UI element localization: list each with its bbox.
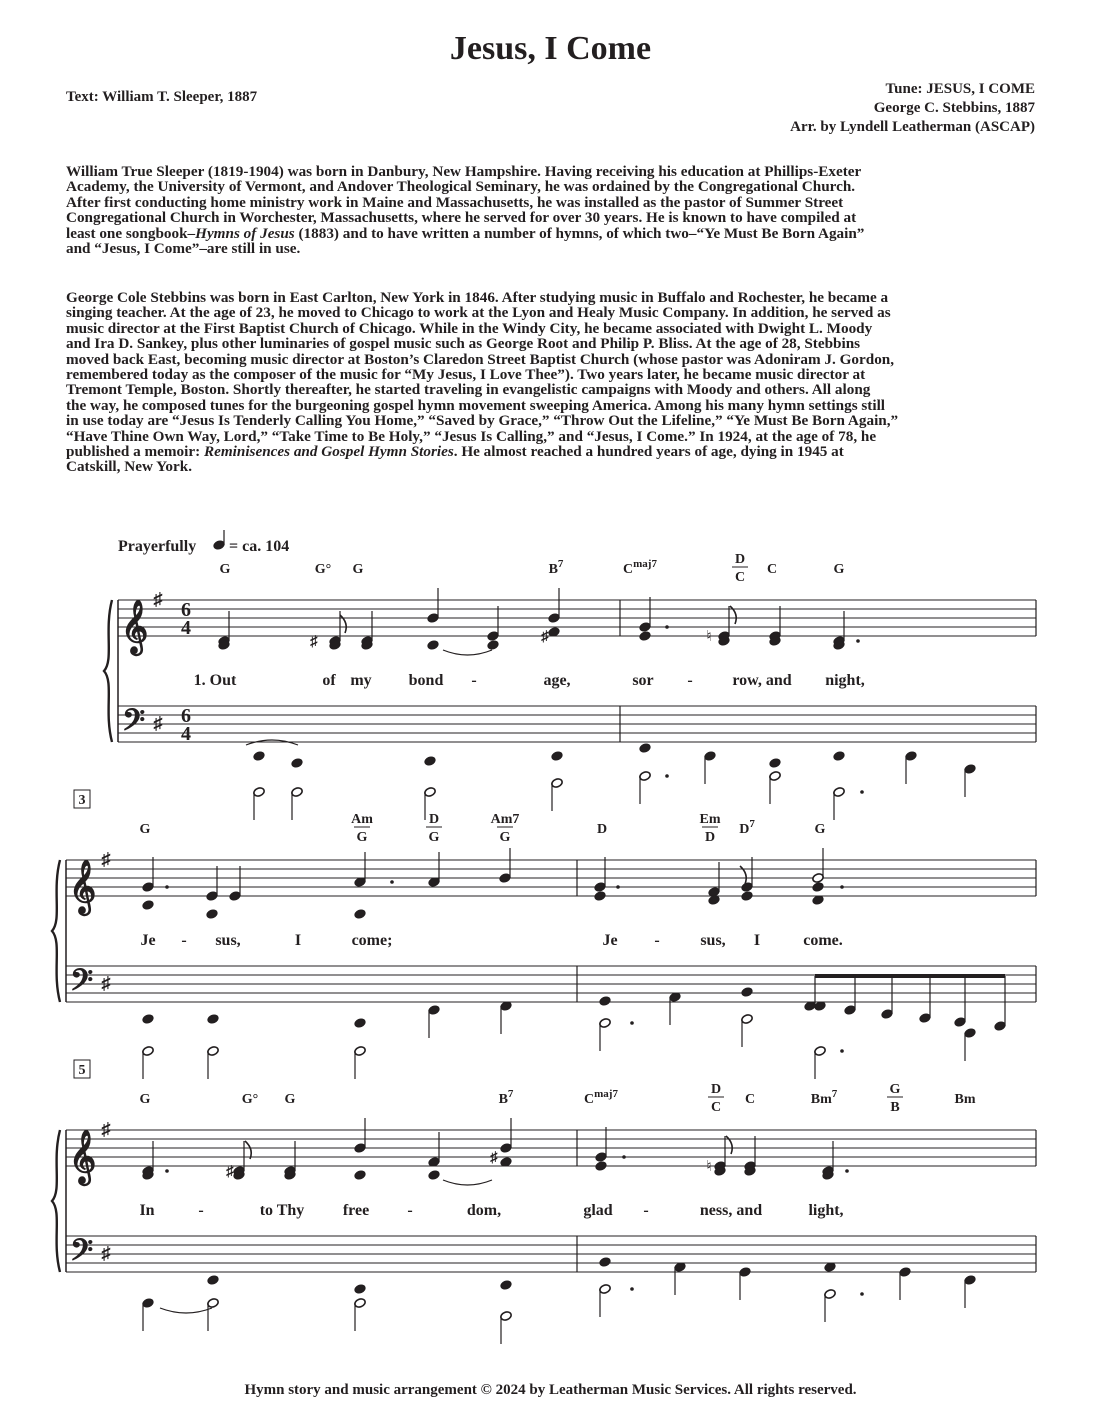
tune-name: Tune: JESUS, I COME <box>885 81 1035 97</box>
lyric-syllable: light, <box>808 1202 844 1219</box>
chord-symbol: C <box>744 1092 756 1107</box>
bio-line: “Have Thine Own Way, Lord,” “Take Time to Be Holy,” “Jesus Is Calling,” and “Jesus, I Come.” In 1924, at the age of 78, he <box>66 427 877 445</box>
bio-line: published a memoir: Reminisences and Gospel Hymn Stories. He almost reached a hundred years of age, dying in 1945 at <box>66 442 844 460</box>
lyric-syllable: Je <box>602 932 618 949</box>
chord-symbol: $B^7$ <box>548 558 564 577</box>
book-title: Hymns of Jesus <box>195 224 295 242</box>
augmentation-dot <box>840 885 844 889</box>
augmentation-dot <box>840 1049 844 1053</box>
chord-symbol: G° <box>314 562 332 577</box>
bio-line: moved back East, becoming music director at Boston’s Claredon Street Baptist Church (whose pastor was Adoniram J. Gordon, <box>66 350 895 368</box>
note-head <box>551 750 564 761</box>
chord-symbol: Bm <box>954 1092 976 1107</box>
chord-symbol: C <box>710 1100 722 1115</box>
augmentation-dot <box>860 790 864 794</box>
note-head <box>599 995 612 1006</box>
lyric-syllable: age, <box>543 672 571 689</box>
lyric-syllable: - <box>198 1202 204 1219</box>
bio-line: Tremont Temple, Boston. Shortly thereafter, he started traveling in evangelistic campaigns with Moody and others. All along <box>66 381 871 399</box>
tempo-text: Prayerfully <box>118 538 197 555</box>
lyric-syllable: of <box>322 672 336 689</box>
grand-staff-brace <box>104 600 112 742</box>
lyric-syllable: glad <box>583 1202 613 1219</box>
bass-clef-icon: 𝄢 <box>122 704 146 744</box>
chord-symbol: G <box>139 1092 151 1107</box>
note-head <box>769 757 782 768</box>
note-head <box>142 899 155 910</box>
chord-symbol: $D^7$ <box>739 818 755 837</box>
key-signature-sharp-icon: ♯ <box>101 1243 111 1263</box>
chord-symbol: G <box>814 822 826 837</box>
chord-symbol: G <box>356 830 368 845</box>
page-title: Jesus, I Come <box>449 30 652 67</box>
time-signature-top: 6 <box>181 599 191 621</box>
lyric-syllable: free <box>342 1202 370 1219</box>
note-head <box>741 986 754 997</box>
measure-number: 5 <box>78 1063 86 1078</box>
measure-number: 3 <box>78 793 86 808</box>
composer-credit: George C. Stebbins, 1887 <box>873 100 1035 116</box>
chord-symbol: G <box>139 822 151 837</box>
lyric-syllable: In <box>139 1202 155 1219</box>
bass-clef-icon: 𝄢 <box>70 1234 94 1274</box>
chord-symbol: G <box>833 562 845 577</box>
chord-symbol: Em <box>699 812 721 827</box>
note-head <box>427 639 440 650</box>
note-head <box>639 630 652 641</box>
chord-symbol: $C^{maj7}$ <box>623 558 657 577</box>
bio-line: the way, he composed tunes for the burgeoning gospel hymn movement sweeping America. Among his many hymn settings still <box>66 396 886 414</box>
lyric-syllable: - <box>654 932 660 949</box>
sharp-accidental-icon: ♯ <box>490 1150 498 1166</box>
augmentation-dot <box>622 1155 626 1159</box>
lyric-syllable: - <box>407 1202 413 1219</box>
chord-symbol: G <box>352 562 364 577</box>
natural-accidental-icon: ♮ <box>706 629 712 645</box>
sharp-accidental-icon: ♯ <box>226 1164 234 1180</box>
key-signature-sharp-icon: ♯ <box>101 849 111 869</box>
note-flag <box>245 1141 251 1159</box>
note-head <box>639 742 652 753</box>
note-head <box>595 1160 608 1171</box>
bio-line: least one songbook–Hymns of Jesus (1883) and to have written a number of hymns, of which two–“Ye Must Be Born Again” <box>66 224 865 242</box>
lyric-syllable: row, and <box>732 672 792 689</box>
lyric-syllable: Je <box>140 932 156 949</box>
note-head <box>833 750 846 761</box>
bio-line: Congregational Church in Worchester, Massachusetts, where he served for over 30 years. He is known to have compiled at <box>66 209 857 227</box>
bass-clef-icon: 𝄢 <box>70 964 94 1004</box>
note-head <box>142 1013 155 1024</box>
treble-clef-icon: 𝄞 <box>121 601 149 652</box>
tie <box>160 1308 212 1313</box>
lyric-syllable: my <box>350 672 372 689</box>
augmentation-dot <box>616 885 620 889</box>
key-signature-sharp-icon: ♯ <box>101 1119 111 1139</box>
time-signature-bottom: 4 <box>181 617 191 639</box>
bio-line: in use today are “Jesus Is Tenderly Calling You Home,” “Saved by Grace,” “Throw Out the Lifeline,” “Ye Must Be Born Again,” <box>66 412 899 430</box>
lyric-syllable: sus, <box>215 932 241 949</box>
lyric-syllable: ness, and <box>699 1202 763 1219</box>
note-head <box>354 1169 367 1180</box>
note-head <box>253 750 266 761</box>
tempo-value: = ca. 104 <box>229 538 290 555</box>
chord-symbol: Bm$^7$ <box>810 1088 838 1107</box>
chord-symbol: G° <box>241 1092 259 1107</box>
note-head <box>487 639 500 650</box>
lyric-syllable: - <box>643 1202 649 1219</box>
note-head <box>594 890 607 901</box>
chord-symbol: G <box>219 562 231 577</box>
chord-symbol: D <box>428 812 440 827</box>
bio-line: and “Jesus, I Come”–are still in use. <box>66 239 301 257</box>
lyric-syllable: come; <box>351 932 393 949</box>
time-signature-top: 6 <box>181 705 191 727</box>
lyric-syllable: sus, <box>700 932 726 949</box>
note-head <box>424 755 437 766</box>
sharp-accidental-icon: ♯ <box>541 629 549 645</box>
augmentation-dot <box>390 880 394 884</box>
lyric-syllable: I <box>753 932 761 949</box>
chord-symbol: $B^7$ <box>498 1088 514 1107</box>
note-head <box>500 1279 513 1290</box>
key-signature-sharp-icon: ♯ <box>101 973 111 993</box>
note-head <box>207 1274 220 1285</box>
arranger-credit: Arr. by Lyndell Leatherman (ASCAP) <box>790 119 1035 135</box>
augmentation-dot <box>860 1292 864 1296</box>
chord-symbol: Am <box>351 812 373 827</box>
note-head <box>741 890 754 901</box>
treble-clef-icon: 𝄞 <box>69 1131 97 1182</box>
note-head <box>812 881 825 892</box>
lyric-syllable: 1. Out <box>193 672 237 689</box>
lyric-syllable: bond <box>408 672 444 689</box>
book-title: Reminisences and Gospel Hymn Stories <box>203 442 454 460</box>
tie <box>443 650 492 655</box>
bio-line: Academy, the University of Vermont, and Andover Theological Seminary, he was ordained by the Congregational Church. <box>66 178 856 196</box>
note-head <box>354 908 367 919</box>
chord-symbol: D <box>596 822 608 837</box>
note-head <box>207 1013 220 1024</box>
time-signature-bottom: 4 <box>181 723 191 745</box>
treble-clef-icon: 𝄞 <box>69 861 97 912</box>
bio-line: William True Sleeper (1819-1904) was born in Danbury, New Hampshire. Having receiving his education at Phillips-Exeter <box>66 163 862 180</box>
lyric-syllable: - <box>181 932 187 949</box>
augmentation-dot <box>845 1169 849 1173</box>
chord-symbol: D <box>710 1082 722 1097</box>
lyric-syllable: - <box>687 672 693 689</box>
note-head <box>354 1017 367 1028</box>
lyric-syllable: sor <box>632 672 654 689</box>
augmentation-dot <box>630 1287 634 1291</box>
bio-line: After first conducting home ministry work in Maine and Massachusetts, he was installed as the pastor of Summer Street <box>66 193 844 211</box>
key-signature-sharp-icon: ♯ <box>153 589 163 609</box>
note-head <box>599 1256 612 1267</box>
bio-line: Catskill, New York. <box>66 458 192 476</box>
augmentation-dot <box>856 639 860 643</box>
chord-symbol: G <box>428 830 440 845</box>
lyric-syllable: I <box>294 932 302 949</box>
tie <box>443 1180 492 1185</box>
augmentation-dot <box>665 625 669 629</box>
lyric-syllable: - <box>471 672 477 689</box>
chord-symbol: G <box>889 1082 901 1097</box>
chord-symbol: G <box>499 830 511 845</box>
copyright-footer: Hymn story and music arrangement © 2024 by Leatherman Music Services. All rights reserved. <box>244 1382 857 1398</box>
chord-symbol: C <box>734 570 746 585</box>
key-signature-sharp-icon: ♯ <box>153 713 163 733</box>
natural-accidental-icon: ♮ <box>706 1159 712 1175</box>
grand-staff-brace <box>52 1130 60 1272</box>
chord-symbol: G <box>284 1092 296 1107</box>
grand-staff-brace <box>52 860 60 1002</box>
note-head <box>291 757 304 768</box>
bio-line: and Ira D. Sankey, plus other luminaries of gospel music such as George Root and Philip P. Bliss. At the age of 28, Stebbins <box>66 335 861 353</box>
bio-line: George Cole Stebbins was born in East Carlton, New York in 1846. After studying music in Buffalo and Rochester, he became a <box>66 289 889 306</box>
augmentation-dot <box>665 774 669 778</box>
chord-symbol: $C^{maj7}$ <box>584 1088 618 1107</box>
chord-symbol: D <box>704 830 716 845</box>
lyric-syllable: night, <box>825 672 865 689</box>
lyric-syllable: come. <box>803 932 843 949</box>
chord-symbol: C <box>766 562 778 577</box>
sharp-accidental-icon: ♯ <box>310 634 318 650</box>
bio-line: singing teacher. At the age of 23, he moved to Chicago to work at the Lyon and Healy Music Company. In addition, he served as <box>66 304 891 322</box>
chord-symbol: D <box>734 552 746 567</box>
lyric-syllable: to Thy <box>259 1202 305 1219</box>
chord-symbol: B <box>890 1100 900 1115</box>
augmentation-dot <box>630 1021 634 1025</box>
note-head <box>354 1283 367 1294</box>
bio-line: remembered today as the composer of the music for “My Jesus, I Love Thee”). Two years later, he became music director at <box>66 365 866 383</box>
bio-line: music director at the First Baptist Church of Chicago. While in the Windy City, he became associated with Dwight L. Moody <box>66 319 873 337</box>
augmentation-dot <box>165 885 169 889</box>
note-head <box>206 908 219 919</box>
note-head <box>428 1169 441 1180</box>
chord-symbol: Am7 <box>490 812 520 827</box>
augmentation-dot <box>165 1169 169 1173</box>
text-credit: Text: William T. Sleeper, 1887 <box>66 89 258 105</box>
lyric-syllable: dom, <box>466 1202 502 1219</box>
